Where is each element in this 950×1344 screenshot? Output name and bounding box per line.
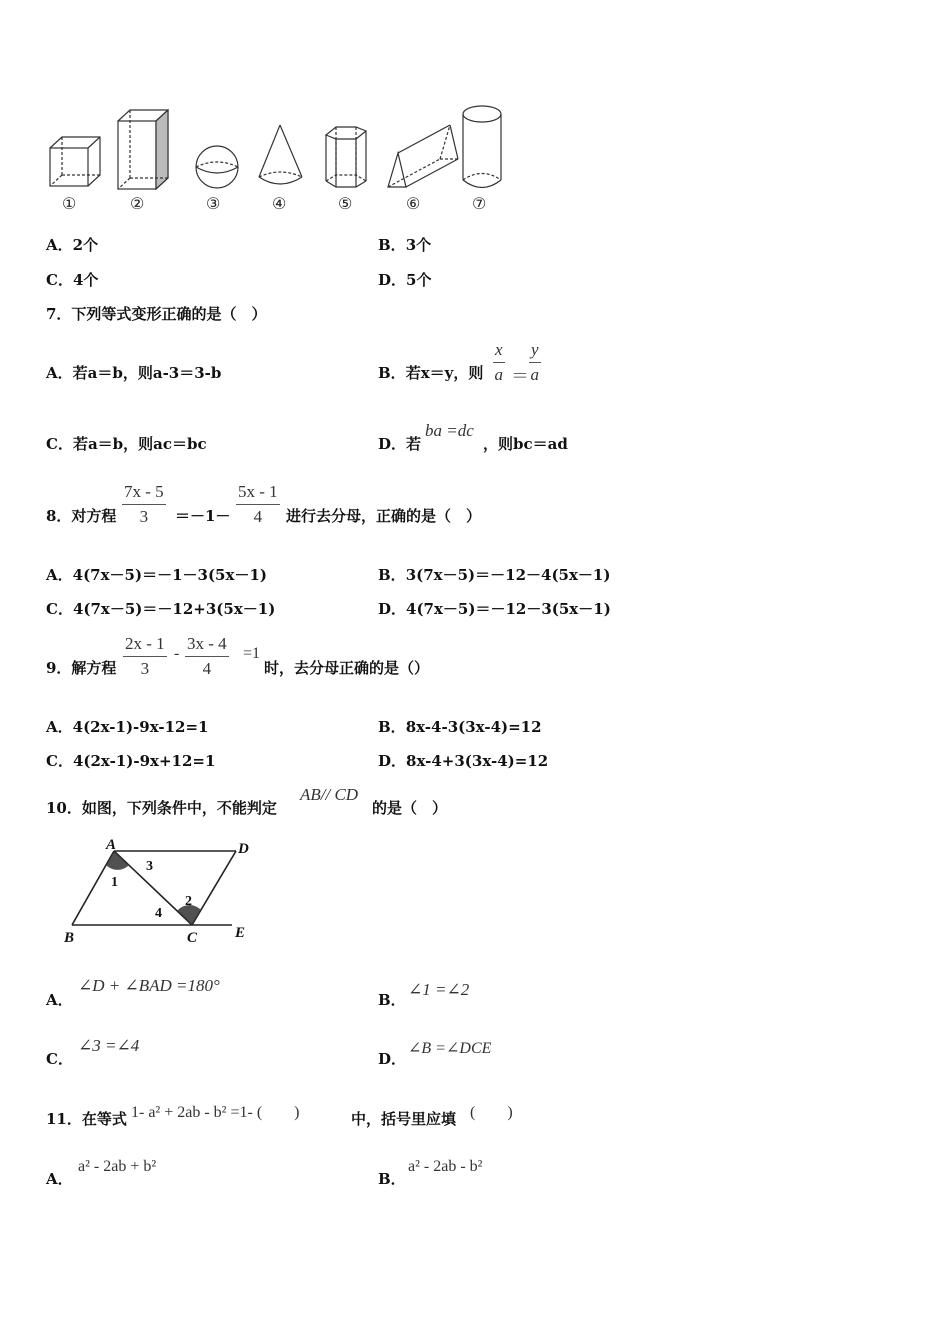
sphere-shape xyxy=(196,146,238,188)
q9-fraction-1: 2x - 1 3 xyxy=(125,634,165,678)
q7-b-fraction-2: y a xyxy=(530,340,540,384)
q10-option-a[interactable]: A． xyxy=(46,991,73,1009)
q10-option-b[interactable]: B． xyxy=(378,991,406,1009)
solids-figure xyxy=(40,95,520,220)
q6-option-b[interactable]: B．3个 xyxy=(378,236,432,254)
solid-label: ⑦ xyxy=(472,196,487,213)
q10-stem-post: 的是（ ） xyxy=(372,799,448,817)
q7-option-c[interactable]: C．若a＝b，则ac＝bc xyxy=(46,435,207,453)
q11-option-a[interactable]: A． xyxy=(46,1170,73,1188)
q7-b-fraction-1: x a xyxy=(494,340,504,384)
q11-option-b[interactable]: B． xyxy=(378,1170,406,1188)
q11-option-b-math: a² - 2ab - b² xyxy=(408,1158,483,1175)
q9-equals: =1 xyxy=(243,645,261,662)
q7-d-math: ba =dc xyxy=(425,421,474,440)
angle-2-label: 2 xyxy=(185,894,192,909)
q8-option-b[interactable]: B．3(7x－5)＝－12－4(5x－1) xyxy=(378,566,611,584)
angle-1-label: 1 xyxy=(111,875,118,890)
q9-option-d[interactable]: D．8x-4+3(3x-4)=12 xyxy=(378,752,549,770)
q10-option-c-math: ∠3 =∠4 xyxy=(78,1036,140,1055)
q7-option-a[interactable]: A．若a＝b，则a-3＝3-b xyxy=(46,364,222,382)
q9-stem-pre: 9．解方程 xyxy=(46,659,117,677)
q7-option-b[interactable]: B．若x＝y，则 xyxy=(378,364,484,382)
q8-fraction-2: 5x - 1 4 xyxy=(238,482,278,526)
cube-shape xyxy=(50,137,100,186)
triangular-prism-shape xyxy=(388,125,458,187)
solid-label: ⑥ xyxy=(406,196,421,213)
q6-option-d[interactable]: D．5个 xyxy=(378,271,432,289)
q10-option-d-math: ∠B =∠DCE xyxy=(408,1040,492,1057)
q8-fraction-1: 7x - 5 3 xyxy=(124,482,164,526)
q10-option-d[interactable]: D． xyxy=(378,1050,407,1068)
q9-fraction-2: 3x - 4 4 xyxy=(187,634,227,678)
q9-minus: - xyxy=(174,645,180,662)
q9-option-c[interactable]: C．4(2x-1)-9x+12=1 xyxy=(46,752,216,770)
point-e-label: E xyxy=(235,925,246,941)
q9-option-a[interactable]: A．4(2x-1)-9x-12=1 xyxy=(46,718,209,736)
vertex-d-label: D xyxy=(238,841,249,857)
cylinder-shape xyxy=(463,106,501,188)
solid-label: ① xyxy=(62,196,77,213)
q7-option-d[interactable]: D．若 xyxy=(378,435,422,453)
q8-stem-post: 进行去分母，正确的是（ ） xyxy=(286,507,482,525)
q9-option-b[interactable]: B．8x-4-3(3x-4)=12 xyxy=(378,718,542,736)
vertex-c-label: C xyxy=(187,930,198,946)
q8-stem-pre: 8．对方程 xyxy=(46,507,117,525)
q11-stem-mid: 中，括号里应填 xyxy=(351,1110,457,1128)
q10-option-c[interactable]: C． xyxy=(46,1050,73,1068)
solid-label: ② xyxy=(130,196,145,213)
q10-option-a-math: ∠D + ∠BAD =180° xyxy=(78,976,220,995)
q11-option-a-math: a² - 2ab + b² xyxy=(78,1158,157,1175)
cone-shape xyxy=(259,125,302,184)
q11-math: 1- a² + 2ab - b² =1- ( ) xyxy=(131,1104,300,1121)
q7-d-post: ，则bc＝ad xyxy=(483,435,568,453)
q8-option-d[interactable]: D．4(7x－5)＝－12－3(5x－1) xyxy=(378,600,611,618)
q6-option-c[interactable]: C．4个 xyxy=(46,271,99,289)
angle-4-label: 4 xyxy=(155,906,162,921)
q11-stem-pre: 11．在等式 xyxy=(46,1110,127,1128)
vertex-b-label: B xyxy=(64,930,75,946)
solid-label: ③ xyxy=(206,196,221,213)
q7-stem: 7．下列等式变形正确的是（ ） xyxy=(46,305,267,323)
q11-blank: ( ) xyxy=(470,1104,513,1121)
q10-option-b-math: ∠1 =∠2 xyxy=(408,980,470,999)
q8-stem-mid: ＝－1－ xyxy=(175,507,231,525)
hexagonal-prism-shape xyxy=(326,127,366,187)
parallelogram-figure xyxy=(60,835,260,950)
q10-stem-pre: 10．如图，下列条件中，不能判定 xyxy=(46,799,277,817)
q7-b-equals: ＝ xyxy=(511,366,529,386)
solid-label: ④ xyxy=(272,196,287,213)
q8-option-a[interactable]: A．4(7x－5)＝－1－3(5x－1) xyxy=(46,566,267,584)
q6-option-a[interactable]: A．2个 xyxy=(46,236,99,254)
q9-stem-post: 时，去分母正确的是（） xyxy=(264,659,430,677)
vertex-a-label: A xyxy=(106,837,117,853)
solid-label: ⑤ xyxy=(338,196,353,213)
angle-3-label: 3 xyxy=(146,859,153,874)
q8-option-c[interactable]: C．4(7x－5)＝－12+3(5x－1) xyxy=(46,600,276,618)
rectangular-prism-shape xyxy=(118,110,168,189)
q10-math: AB// CD xyxy=(300,785,359,804)
